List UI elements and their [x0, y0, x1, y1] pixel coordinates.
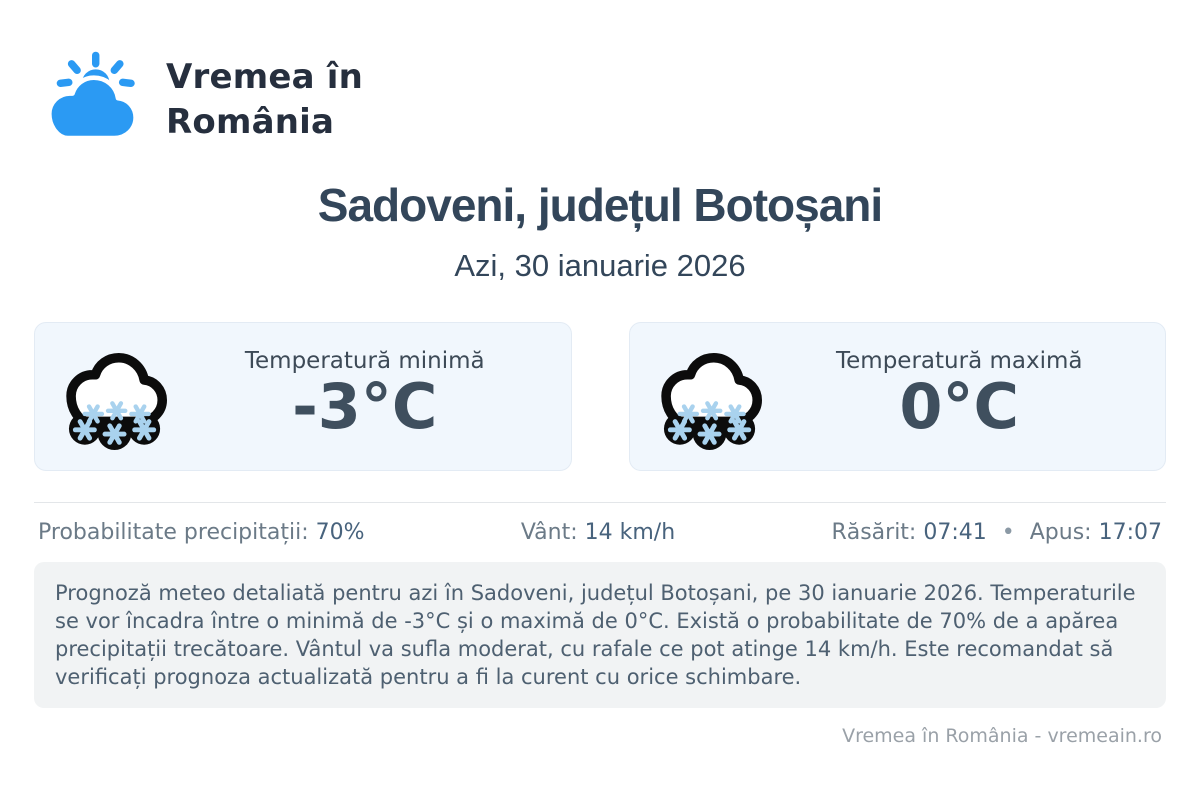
max-temp-value: 0°C	[899, 370, 1020, 444]
cloud-sun-icon	[40, 48, 144, 152]
logo-title	[166, 55, 363, 145]
sunset-label: Apus:	[1029, 520, 1092, 545]
snow-cloud-icon	[53, 344, 175, 450]
stats-bar	[34, 520, 1166, 545]
min-temp-label: Temperatură minimă	[244, 348, 485, 375]
sunrise-value: 07:41	[923, 520, 987, 545]
page-title: Sadoveni, județul Botoșani	[317, 179, 883, 231]
divider	[34, 502, 1166, 503]
bullet-separator: •	[1001, 520, 1015, 545]
min-temp-card	[34, 322, 572, 471]
max-temp-label: Temperatură maximă	[836, 348, 1083, 375]
wind-stat	[521, 520, 675, 545]
min-temp-value: -3°C	[292, 370, 438, 444]
precipitation-label: Probabilitate precipitații:	[38, 520, 309, 545]
precipitation-stat	[38, 520, 365, 545]
logo-title-line2: România	[166, 102, 335, 142]
sunrise-label: Răsărit:	[831, 520, 917, 545]
max-temp-body	[770, 348, 1150, 444]
snow-cloud-icon	[648, 344, 770, 450]
min-temp-body	[175, 348, 555, 444]
sun-times-stat	[831, 520, 1162, 545]
footer-credit: Vremea în România - vremeain.ro	[842, 725, 1162, 747]
app-logo[interactable]	[40, 0, 1166, 152]
forecast-text: Prognoză meteo detaliată pentru azi în Sadoveni, județul Botoșani, pe 30 ianuarie 2026. Temperaturile se vor încadra între o minimă de -3°C și o maximă de 0°C. Există o probabilitate de 70% de a apărea precipitații trecătoare. Vântul va sufla moderat, cu rafale ce pot atinge 14 km/h. Este recomandat să verificați prognoza actualizată pentru a fi la curent cu orice schimbare.	[34, 562, 1166, 708]
date-subtitle: Azi, 30 ianuarie 2026	[454, 248, 746, 283]
wind-value: 14 km/h	[584, 520, 676, 545]
precipitation-value: 70%	[315, 520, 365, 545]
sunset-value: 17:07	[1098, 520, 1162, 545]
max-temp-card	[629, 322, 1167, 471]
logo-title-line1: Vremea în	[166, 57, 364, 97]
temperature-cards	[34, 322, 1166, 471]
wind-label: Vânt:	[520, 520, 578, 545]
